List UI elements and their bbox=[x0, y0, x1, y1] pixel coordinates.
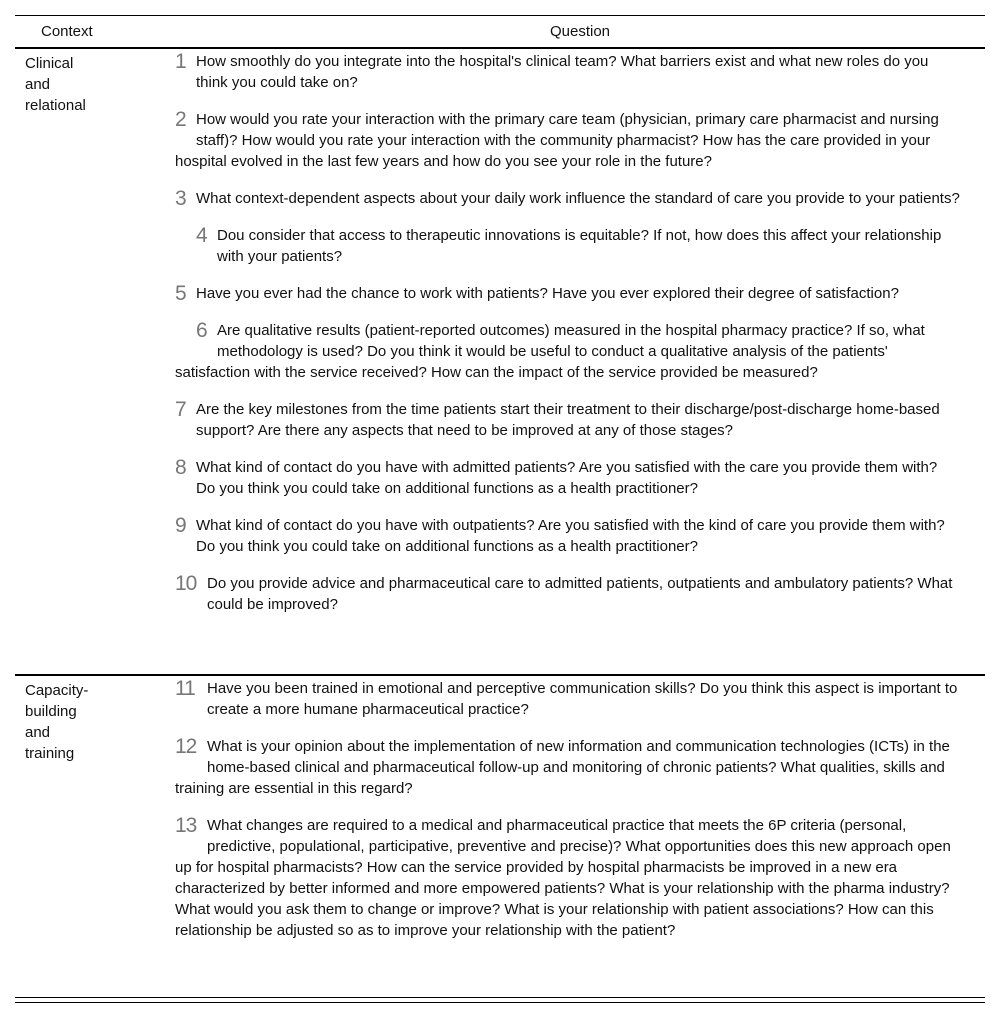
question-text: Are the key milestones from the time patients start their treatment to their discharge/post-discharge home-based support? Are there any aspects that need to be improved at any of those stages? bbox=[196, 401, 940, 439]
question-number: 6 bbox=[196, 319, 207, 342]
question-number: 9 bbox=[175, 514, 186, 537]
question-item bbox=[175, 283, 960, 304]
question-number: 12 bbox=[175, 735, 197, 758]
question-text: How would you rate your interaction with the primary care team (physician, primary care pharmacist and nursing staff)? How would you rate your interaction with the community pharmacist? How has the care provided in your hospital evolved in the last few years and how do you see your role in the future? bbox=[175, 111, 939, 170]
question-item bbox=[175, 515, 960, 557]
question-text: What kind of contact do you have with admitted patients? Are you satisfied with the care you provide them with? Do you think you could take on additional functions as a health practitioner? bbox=[196, 459, 938, 497]
question-text: Do you provide advice and pharmaceutical care to admitted patients, outpatients and ambulatory patients? What could be improved? bbox=[207, 575, 953, 613]
question-number: 4 bbox=[196, 224, 207, 247]
question-item bbox=[175, 573, 960, 615]
header-context: Context bbox=[41, 23, 93, 40]
question-number: 11 bbox=[175, 677, 195, 700]
question-item bbox=[175, 815, 960, 941]
question-list bbox=[175, 676, 960, 941]
question-item bbox=[175, 678, 960, 720]
table-header bbox=[15, 16, 985, 49]
question-item bbox=[175, 109, 960, 172]
question-number: 2 bbox=[175, 108, 186, 131]
question-item bbox=[175, 188, 960, 209]
question-number: 3 bbox=[175, 187, 186, 210]
context-label: Capacity-building and training bbox=[25, 682, 89, 762]
header-question: Question bbox=[549, 23, 611, 40]
question-text: Dou consider that access to therapeutic innovations is equitable? If not, how does this affect your relationship with your patients? bbox=[217, 227, 942, 265]
question-text: How smoothly do you integrate into the hospital's clinical team? What barriers exist and what new roles do you think you could take on? bbox=[196, 53, 929, 91]
question-text: What context-dependent aspects about your daily work influence the standard of care you provide to your patients? bbox=[196, 190, 960, 207]
question-number: 1 bbox=[175, 50, 186, 73]
question-text: Are qualitative results (patient-reported outcomes) measured in the hospital pharmacy practice? If so, what methodology is used? Do you think it would be useful to conduct a qualitative analysis of the patients' satisfaction with the service received? How can the impact of the service provided be measured? bbox=[175, 322, 925, 381]
question-item bbox=[175, 399, 960, 441]
question-number: 10 bbox=[175, 572, 197, 595]
table-bottom-rule bbox=[15, 997, 985, 1003]
context-label: Clinical and relational bbox=[25, 55, 86, 114]
question-number: 7 bbox=[175, 398, 186, 421]
question-item bbox=[175, 51, 960, 93]
question-list bbox=[175, 49, 960, 615]
question-item bbox=[175, 225, 960, 267]
question-item bbox=[175, 457, 960, 499]
question-text: What changes are required to a medical and pharmaceutical practice that meets the 6P criteria (personal, predictive, populational, participative, preventive and precise)? What opportunities does this new approach open up for hospital pharmacists? How can the service provided by hospital pharmacists be improved in a new era characterized by better informed and more empowered patients? What is your relationship with the pharma industry? What would you ask them to change or improve? What is your relationship with patient associations? How can this relationship be adjusted so as to improve your relationship with the patient? bbox=[175, 817, 951, 939]
section-capacity bbox=[15, 674, 985, 941]
question-text: Have you been trained in emotional and perceptive communication skills? Do you think this aspect is important to create a more humane pharmaceutical practice? bbox=[207, 680, 958, 718]
question-item bbox=[175, 736, 960, 799]
question-text: Have you ever had the chance to work with patients? Have you ever explored their degree of satisfaction? bbox=[196, 285, 899, 302]
questions-table bbox=[15, 15, 985, 957]
question-text: What kind of contact do you have with outpatients? Are you satisfied with the kind of care you provide them with? Do you think you could take on additional functions as a health practitioner? bbox=[196, 517, 945, 555]
question-item bbox=[175, 320, 960, 383]
question-number: 8 bbox=[175, 456, 186, 479]
question-number: 13 bbox=[175, 814, 197, 837]
section-clinical bbox=[15, 49, 985, 674]
question-text: What is your opinion about the implementation of new information and communication technologies (ICTs) in the home-based clinical and pharmaceutical follow-up and monitoring of chronic patients? What qualities, skills and training are essential in this regard? bbox=[175, 738, 950, 797]
question-number: 5 bbox=[175, 282, 186, 305]
